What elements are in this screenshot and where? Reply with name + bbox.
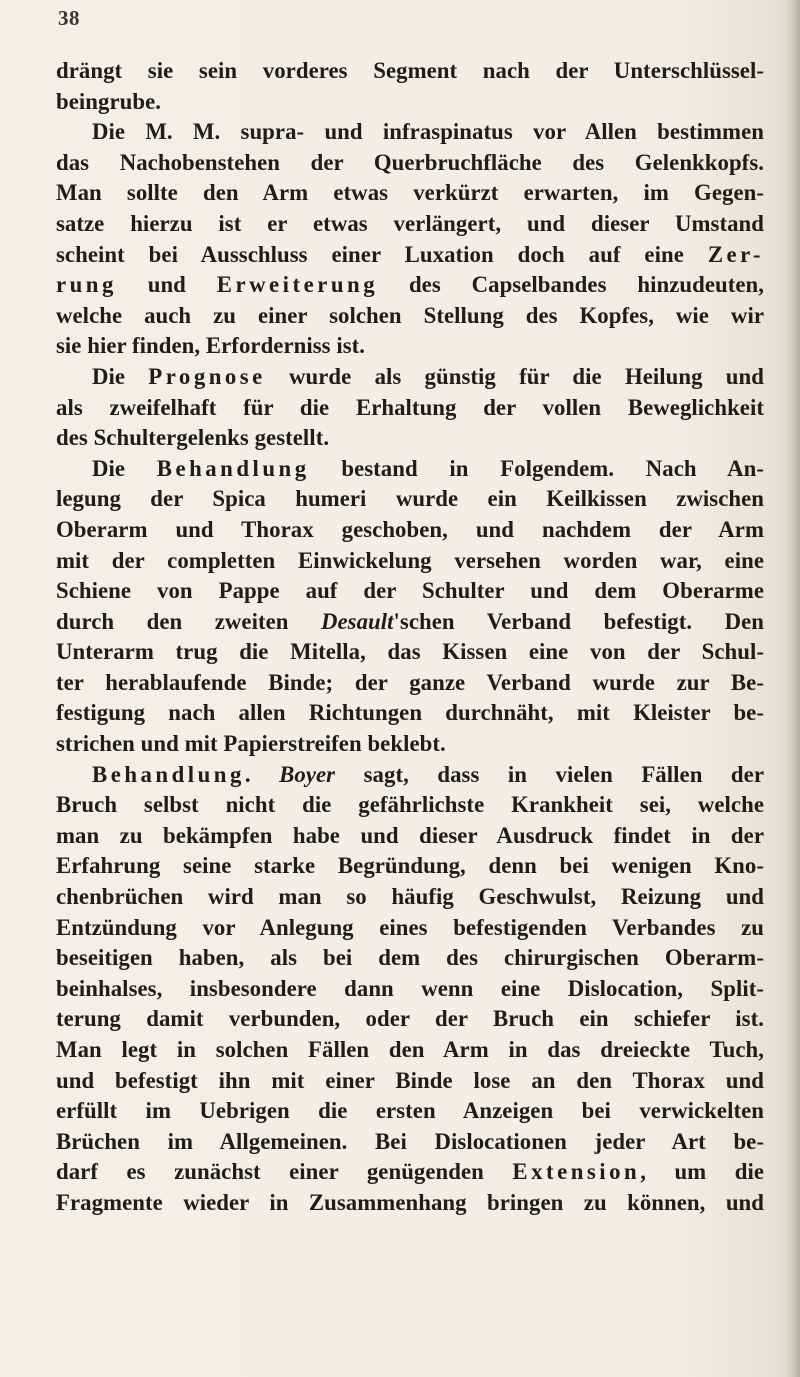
text-line: ter herablaufende Binde; der ganze Verband wurde zur Be- bbox=[56, 669, 764, 695]
text-line: Behandlung. Boyer sagt, dass in vielen Fällen der bbox=[92, 761, 765, 787]
text-line: Schiene von Pappe auf der Schulter und dem Oberarme bbox=[56, 578, 764, 604]
italic-name: Boyer bbox=[279, 761, 336, 787]
text-line: das Nachobenstehen der Querbruchfläche des Gelenkkopfs. bbox=[56, 149, 764, 175]
italic-name: Desault bbox=[320, 608, 394, 634]
text-line: beingrube. bbox=[56, 88, 162, 114]
text-line: Brüchen im Allgemeinen. Bei Dislocationen jeder Art be- bbox=[56, 1128, 764, 1154]
text-line: terung damit verbunden, oder der Bruch ein schiefer ist. bbox=[56, 1006, 764, 1032]
text-line: sie hier finden, Erforderniss ist. bbox=[56, 333, 366, 359]
text-line: festigung nach allen Richtungen durchnäht, mit Kleister be- bbox=[56, 700, 764, 726]
text-line: und befestigt ihn mit einer Binde lose an den Thorax und bbox=[56, 1067, 764, 1093]
text-line: Fragmente wieder in Zusammenhang bringen zu können, und bbox=[56, 1189, 764, 1215]
text-line: Unterarm trug die Mitella, das Kissen eine von der Schul- bbox=[56, 639, 764, 665]
text-line: als zweifelhaft für die Erhaltung der vollen Beweglichkeit bbox=[56, 394, 764, 420]
body-text bbox=[56, 56, 764, 1219]
text-line: drängt sie sein vorderes Segment nach der Unterschlüssel- bbox=[56, 58, 764, 83]
page-edge-shadow bbox=[786, 0, 800, 1377]
text-line: beseitigen haben, als bei dem des chirurgischen Oberarm- bbox=[56, 945, 764, 971]
text-line: satze hierzu ist er etwas verlängert, und dieser Umstand bbox=[56, 210, 764, 236]
text-line: des Schultergelenks gestellt. bbox=[56, 425, 330, 451]
text-line: Bruch selbst nicht die gefährlichste Krankheit sei, welche bbox=[56, 792, 764, 818]
spaced-term: Prognose bbox=[148, 363, 266, 389]
text-line: beinhalses, insbesondere dann wenn eine Dislocation, Split- bbox=[56, 975, 764, 1001]
text-line: Die Behandlung bestand in Folgendem. Nach An- bbox=[92, 455, 764, 481]
text-line: Erfahrung seine starke Begründung, denn bei wenigen Kno- bbox=[56, 853, 764, 879]
spaced-term: rung bbox=[56, 272, 117, 298]
text-line: welche auch zu einer solchen Stellung des Kopfes, wie wir bbox=[56, 302, 764, 328]
text-line: Man sollte den Arm etwas verkürzt erwarten, im Gegen- bbox=[56, 180, 764, 206]
text-line: rung und Erweiterung des Capselbandes hinzudeuten, bbox=[56, 272, 764, 298]
text-line: Oberarm und Thorax geschoben, und nachdem der Arm bbox=[56, 516, 764, 542]
text-line: mit der completten Einwickelung versehen worden war, eine bbox=[56, 547, 764, 573]
text-line: Die Prognose wurde als günstig für die Heilung und bbox=[92, 363, 764, 389]
text-line: erfüllt im Uebrigen die ersten Anzeigen bei verwickelten bbox=[56, 1098, 764, 1124]
text-line: strichen und mit Papierstreifen beklebt. bbox=[56, 731, 446, 757]
spaced-term: Erweiterung bbox=[216, 272, 379, 298]
text-line: Man legt in solchen Fällen den Arm in das dreieckte Tuch, bbox=[56, 1037, 764, 1062]
text-line: Entzündung vor Anlegung eines befestigenden Verbandes zu bbox=[56, 914, 764, 940]
spaced-term: Extension bbox=[512, 1159, 641, 1185]
text-line: darf es zunächst einer genügenden Extension, um die bbox=[56, 1159, 765, 1185]
text-line: scheint bei Ausschluss einer Luxation doch auf eine Zer- bbox=[56, 241, 764, 267]
spaced-term: Behandlung bbox=[92, 761, 245, 787]
text-line: Die M. M. supra- und infraspinatus vor Allen bestimmen bbox=[92, 119, 764, 145]
spaced-term: Zer- bbox=[707, 241, 764, 267]
page-number: 38 bbox=[58, 6, 80, 30]
text-line: legung der Spica humeri wurde ein Keilkissen zwischen bbox=[56, 486, 764, 512]
text-line: man zu bekämpfen habe und dieser Ausdruck findet in der bbox=[56, 822, 764, 848]
spaced-term: Behandlung bbox=[156, 455, 310, 481]
text-line: durch den zweiten Desault'schen Verband befestigt. Den bbox=[56, 608, 764, 634]
text-line: chenbrüchen wird man so häufig Geschwulst, Reizung und bbox=[56, 884, 764, 910]
